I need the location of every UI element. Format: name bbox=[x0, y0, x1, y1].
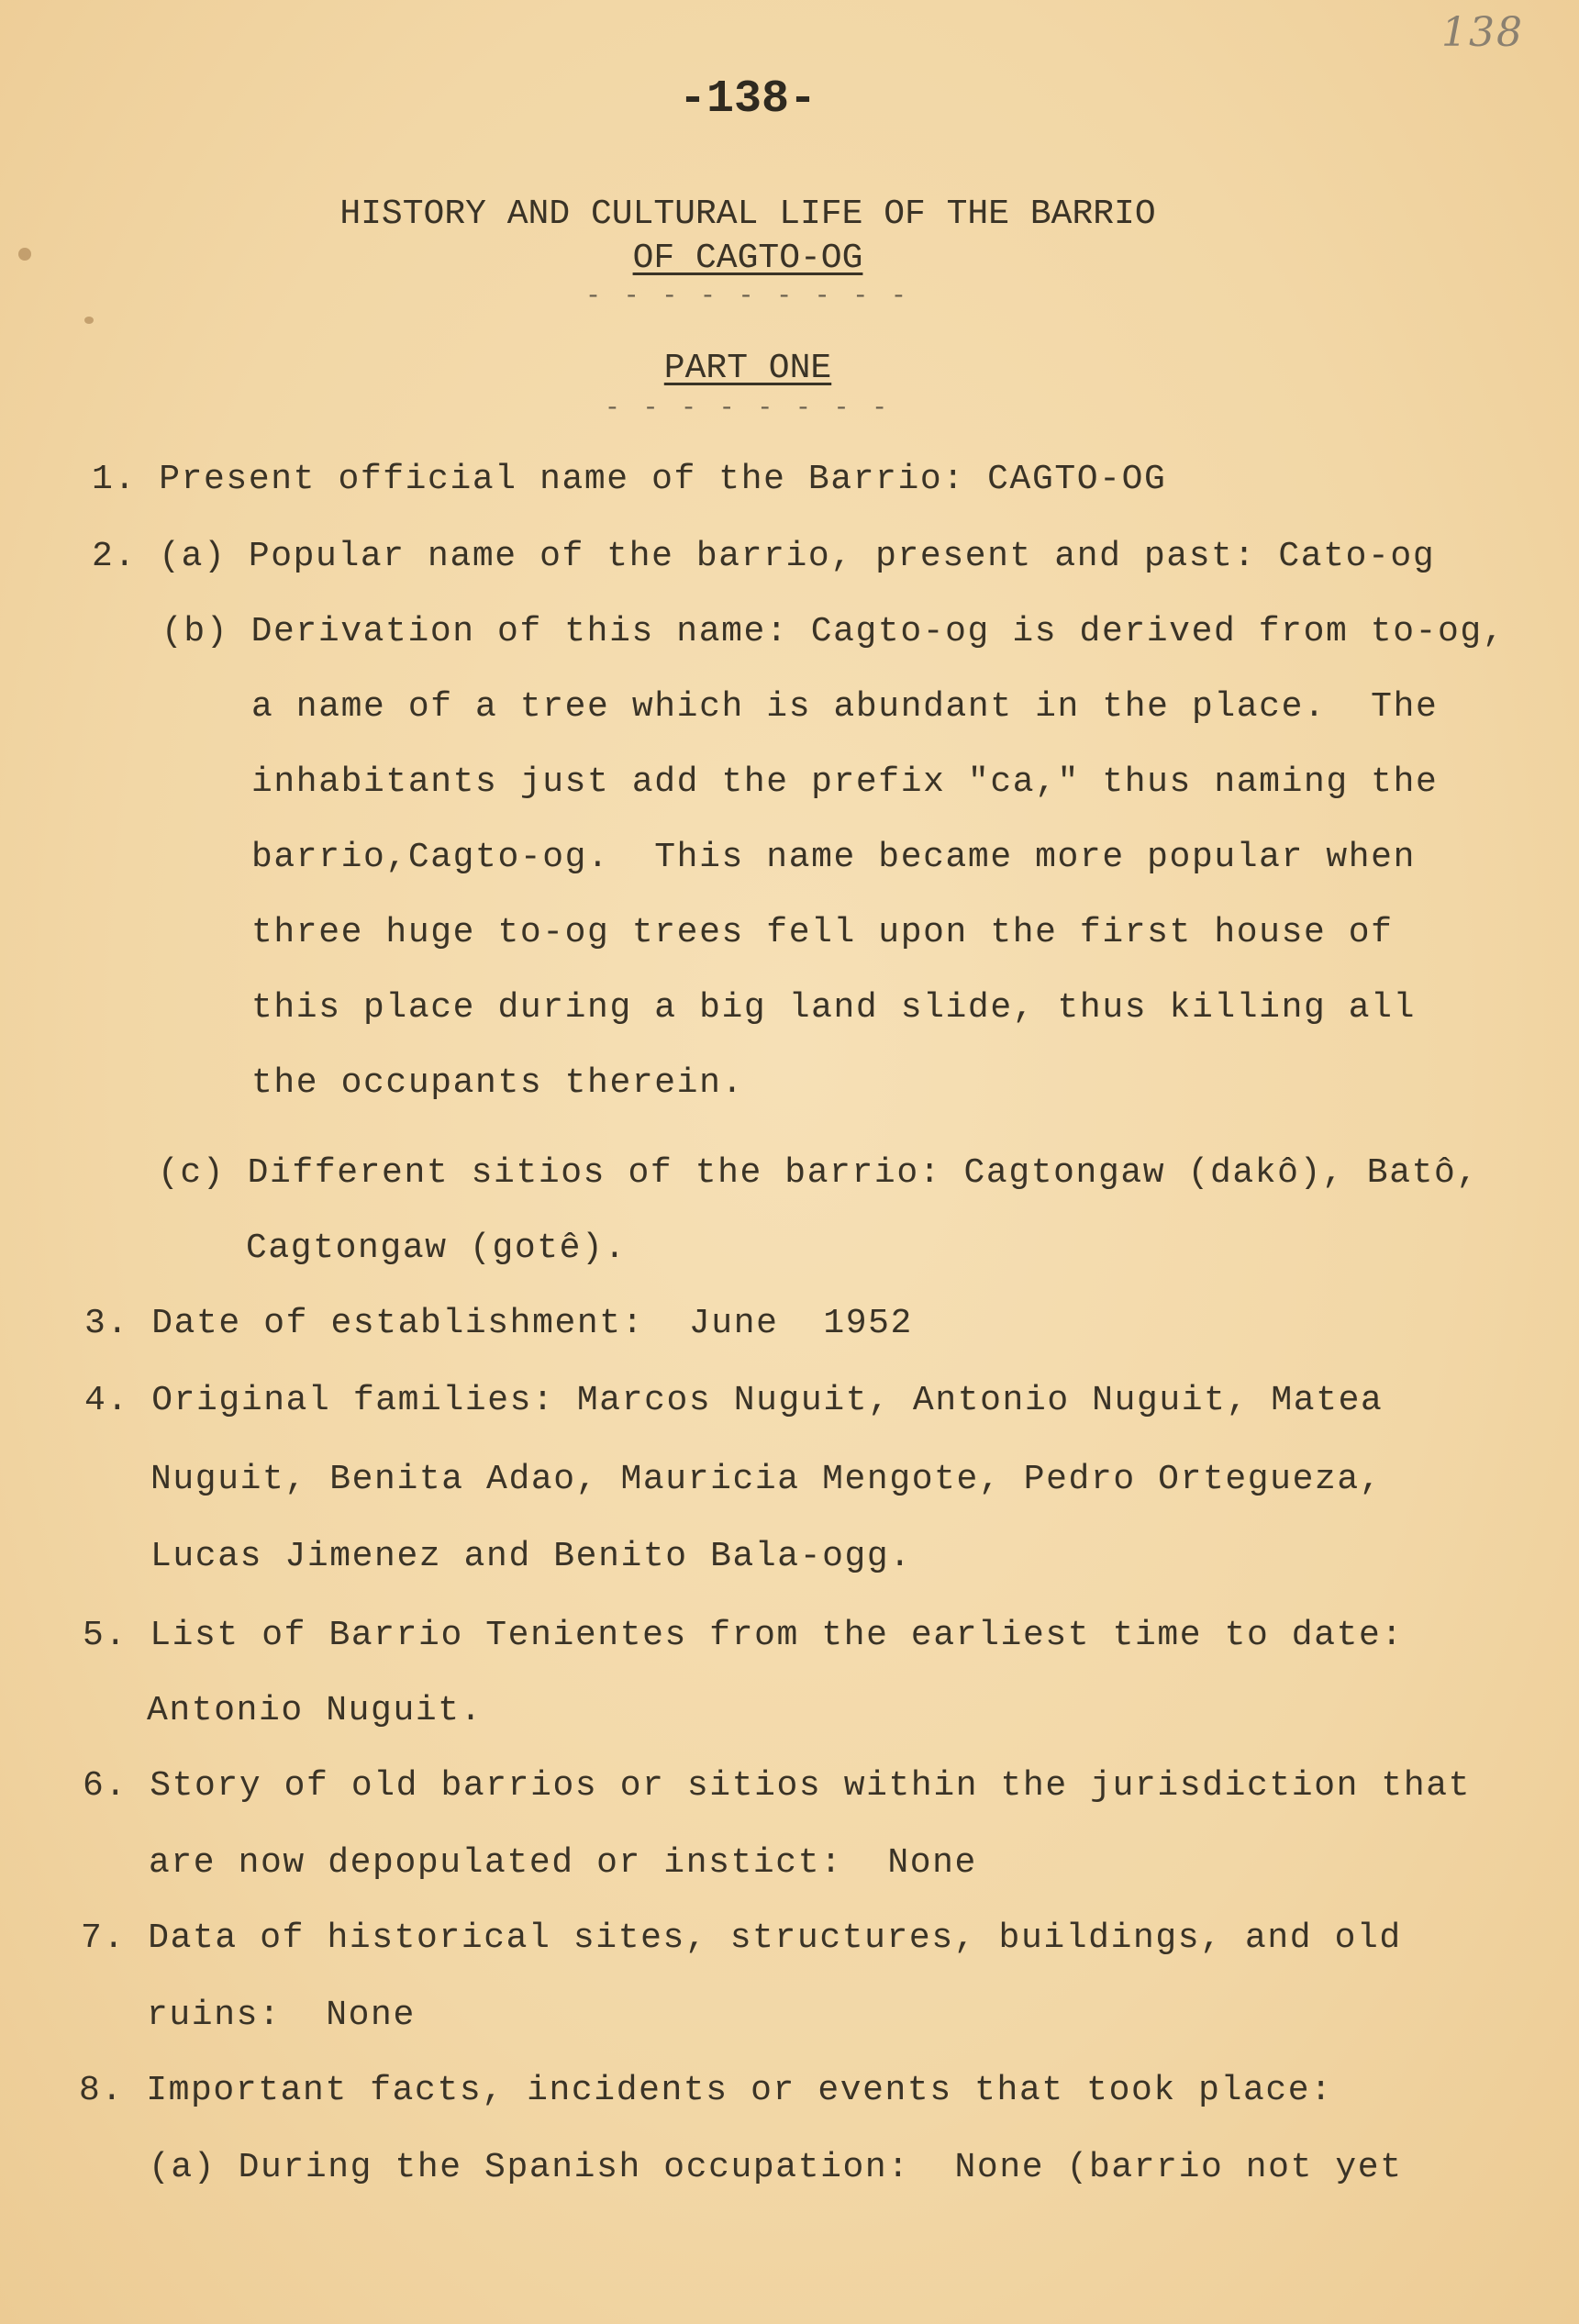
part-heading: PART ONE bbox=[663, 349, 832, 388]
part-divider: - - - - - - - - bbox=[604, 395, 892, 423]
title-divider: - - - - - - - - - bbox=[585, 283, 910, 311]
item-7: 7. Data of historical sites, structures, buildings, and old bbox=[81, 1918, 1402, 1958]
item-4-line-3: Lucas Jimenez and Benito Bala-ogg. bbox=[150, 1537, 912, 1576]
paper-stain bbox=[18, 248, 31, 261]
paper-stain bbox=[84, 317, 94, 324]
page-number: -138- bbox=[678, 73, 817, 126]
item-5-line-2: Antonio Nuguit. bbox=[147, 1691, 484, 1730]
item-2a: 2. (a) Popular name of the barrio, present and past: Cato-og bbox=[92, 537, 1436, 576]
item-1: 1. Present official name of the Barrio: CAGTO-OG bbox=[92, 460, 1167, 499]
item-2c-line-2: Cagtongaw (gotê). bbox=[246, 1229, 627, 1268]
item-8a: (a) During the Spanish occupation: None (barrio not yet bbox=[149, 2148, 1403, 2187]
item-8: 8. Important facts, incidents or events that took place: bbox=[79, 2071, 1333, 2110]
item-6: 6. Story of old barrios or sitios within the jurisdiction that bbox=[83, 1766, 1472, 1806]
item-2b-line-3: inhabitants just add the prefix "ca," thus naming the bbox=[251, 762, 1439, 802]
item-4-line-2: Nuguit, Benita Adao, Mauricia Mengote, Pedro Ortegueza, bbox=[150, 1460, 1383, 1499]
item-2c: (c) Different sitios of the barrio: Cagtongaw (dakô), Batô, bbox=[158, 1153, 1479, 1193]
handwritten-page-number: 138 bbox=[1441, 9, 1524, 56]
title-line-2: OF CAGTO-OG bbox=[632, 239, 863, 278]
document-title bbox=[0, 193, 1496, 281]
item-2b-line-4: barrio,Cagto-og. This name became more popular when bbox=[251, 838, 1416, 877]
item-4: 4. Original families: Marcos Nuguit, Antonio Nuguit, Matea bbox=[84, 1381, 1384, 1420]
item-3: 3. Date of establishment: June 1952 bbox=[84, 1304, 913, 1343]
title-line-1: HISTORY AND CULTURAL LIFE OF THE BARRIO bbox=[339, 195, 1156, 234]
item-2b-line-5: three huge to-og trees fell upon the first house of bbox=[251, 913, 1394, 952]
item-7-line-2: ruins: None bbox=[147, 1996, 416, 2035]
item-2b: (b) Derivation of this name: Cagto-og is derived from to-og, bbox=[161, 612, 1506, 651]
item-6-line-2: are now depopulated or instict: None bbox=[149, 1843, 977, 1883]
item-2b-line-2: a name of a tree which is abundant in the place. The bbox=[251, 687, 1439, 727]
item-5: 5. List of Barrio Tenientes from the earliest time to date: bbox=[83, 1616, 1404, 1655]
item-2b-line-6: this place during a big land slide, thus killing all bbox=[251, 988, 1416, 1028]
item-2b-line-7: the occupants therein. bbox=[251, 1063, 744, 1103]
